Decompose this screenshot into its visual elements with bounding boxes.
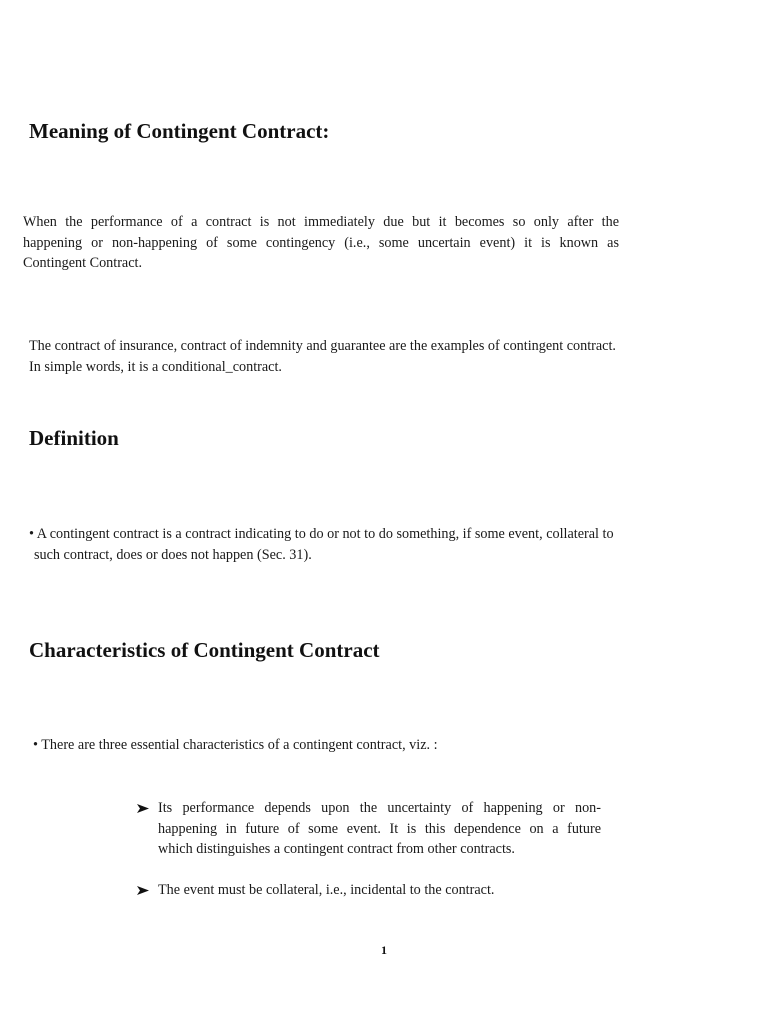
paragraph-line: When the performance of a contract is not immediately due but it becomes so only after the: [23, 214, 619, 230]
paragraph-meaning: [23, 212, 619, 274]
arrowhead-bullet-icon: [137, 804, 149, 813]
characteristic-line: Its performance depends upon the uncertainty of happening or non-: [158, 800, 601, 816]
bullet-dot-icon: •: [33, 737, 38, 753]
paragraph-line: Contingent Contract.: [23, 255, 143, 271]
heading-definition: Definition: [29, 426, 119, 450]
characteristic-item: [137, 798, 601, 860]
definition-bullet: [29, 524, 614, 565]
characteristic-line: which distinguishes a contingent contract from other contracts.: [158, 841, 515, 857]
paragraph-line: The contract of insurance, contract of indemnity and guarantee are the examples of contingent contract.: [29, 338, 616, 354]
heading-meaning: Meaning of Contingent Contract:: [29, 119, 330, 143]
characteristics-intro-bullet: [33, 735, 438, 756]
arrowhead-bullet-icon: [137, 886, 149, 895]
paragraph-examples: [29, 336, 616, 377]
page-number: 1: [381, 943, 387, 957]
characteristic-line: happening in future of some event. It is this dependence on a future: [158, 820, 601, 837]
bullet-text: such contract, does or does not happen (Sec. 31).: [34, 546, 312, 563]
characteristic-item: [137, 880, 601, 901]
paragraph-line: happening or non-happening of some contingency (i.e., some uncertain event) it is known as: [23, 234, 619, 251]
bullet-dot-icon: •: [29, 526, 34, 542]
heading-characteristics: Characteristics of Contingent Contract: [29, 638, 380, 662]
bullet-text: There are three essential characteristics of a contingent contract, viz. :: [41, 737, 438, 753]
bullet-text: A contingent contract is a contract indicating to do or not to do something, if some event, collateral to: [36, 526, 614, 542]
characteristic-line: The event must be collateral, i.e., incidental to the contract.: [158, 882, 495, 898]
paragraph-line: In simple words, it is a conditional_contract.: [29, 358, 282, 375]
